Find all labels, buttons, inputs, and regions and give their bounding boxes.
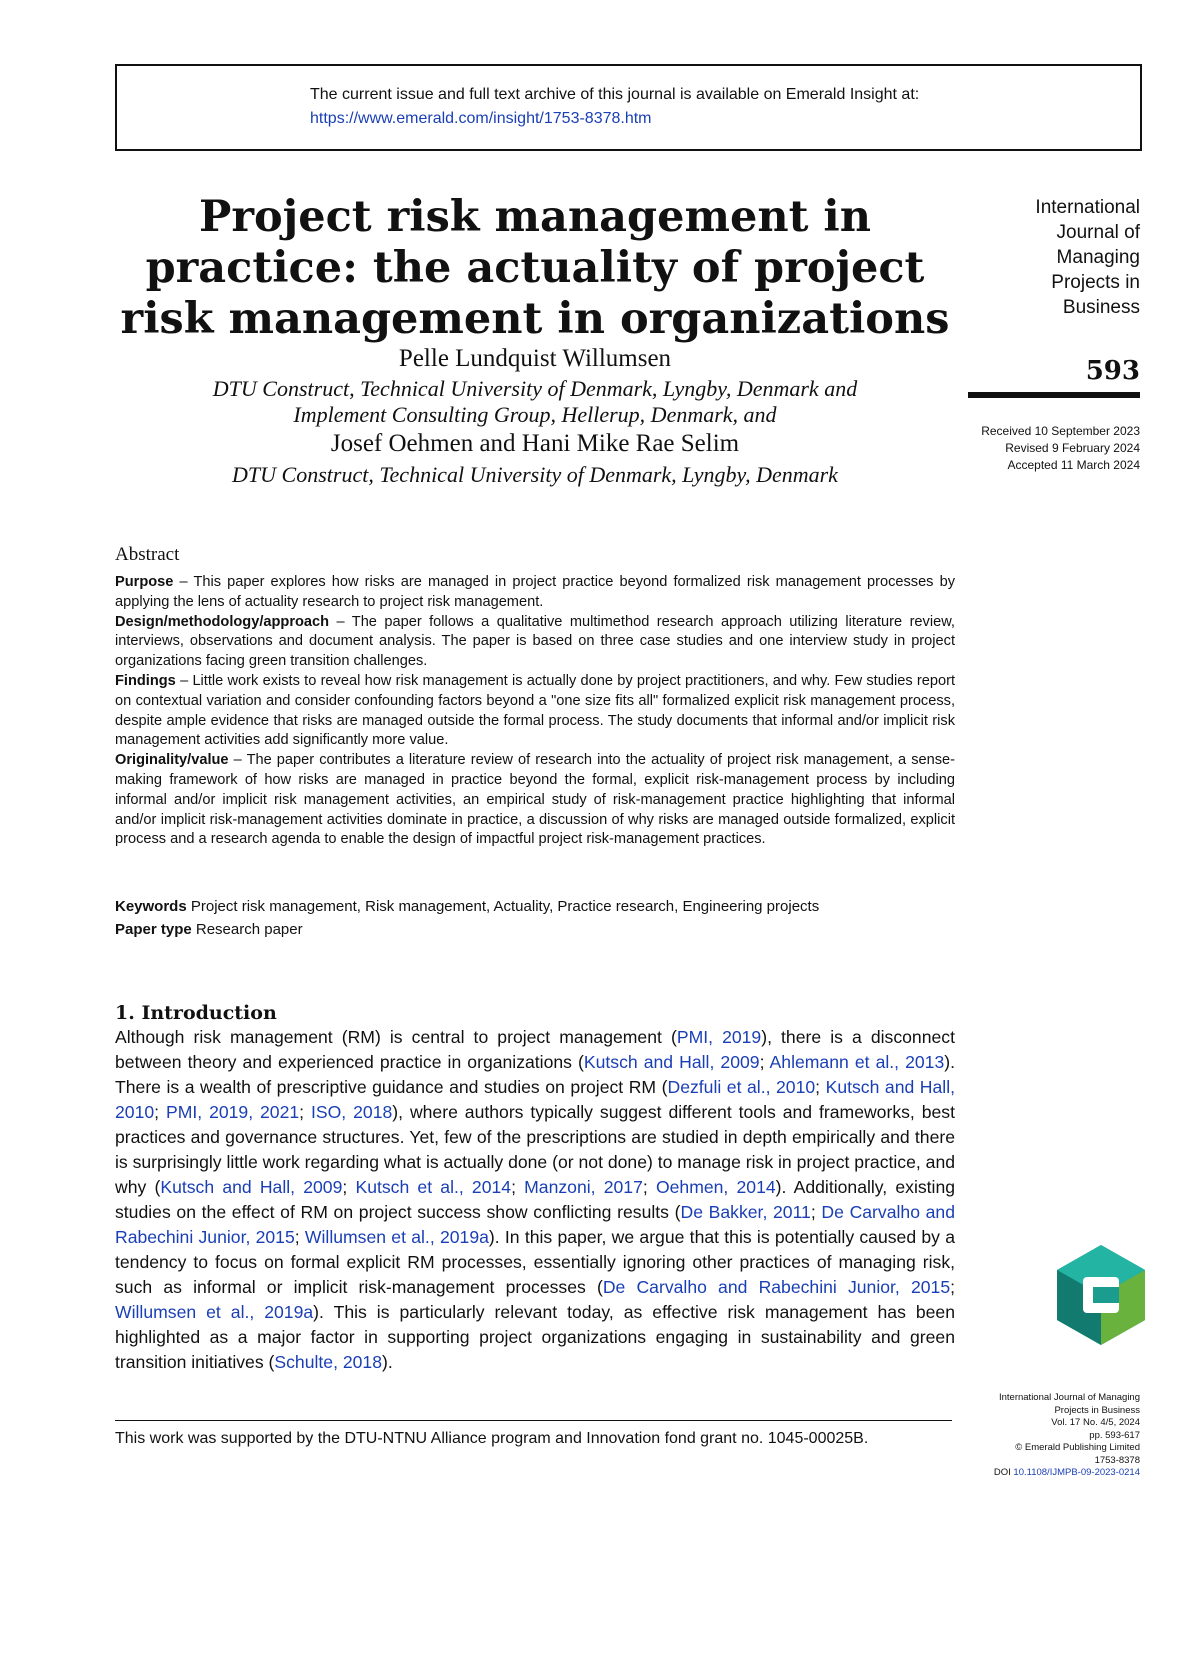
purpose-label: Purpose [115,574,174,590]
affiliation-1-line-1: DTU Construct, Technical University of Denmark, Lyngby, Denmark and [212,376,858,401]
accepted-date: Accepted 11 March 2024 [1007,458,1140,472]
journal-name [990,195,1140,320]
intro-text: ; [342,1177,356,1197]
citation-link[interactable]: Kutsch and Hall, 2010 [115,1077,956,1122]
pub-pages: pp. 593-617 [1089,1429,1140,1441]
abstract-findings [115,672,955,751]
side-rule-divider [968,392,1140,398]
citation-link[interactable]: De Bakker, 2011 [680,1202,811,1222]
design-label: Design/methodology/approach [115,613,330,630]
design-text: – The paper follows a qualitative multimethod research approach utilizing literature review, interviews, observations and document analysis. The paper is based on three case studies and one interview study in project organizations facing green transition challenges. [115,613,955,670]
page-number: 593 [1085,356,1140,386]
affiliation-1-line-2: Implement Consulting Group, Hellerup, Denmark, and [293,402,777,427]
introduction-heading: 1. Introduction [115,1002,277,1024]
paper-type-label: Paper type [115,921,192,938]
intro-text: ). There is a wealth of prescriptive guidance and studies on project RM ( [115,1052,955,1097]
journal-name-line: Business [1062,297,1140,318]
footnote-divider [115,1420,952,1421]
keywords-text: Project risk management, Risk management, Actuality, Practice research, Engineering projects [186,898,820,915]
citation-link[interactable]: De Carvalho and Rabechini Junior, 2015 [115,1202,956,1247]
author-1: Pelle Lundquist Willumsen [398,345,672,372]
citation-link[interactable]: Kutsch and Hall, 2009 [583,1052,760,1072]
citation-link[interactable]: Willumsen et al., 2019a [304,1227,489,1247]
originality-text: – The paper contributes a literature review of research into the actuality of project risk management, a sense-making framework of how risks are managed in practice beyond the formal, explicit risk-management process by including informal and/or implicit risk management activities, an empirical study of risk-management practice highlighting that informal and/or implicit risk-management activities dominate in practice, a discussion of why risks are managed outside formalized, explicit process and a research agenda to enable the design of impactful project risk-management practices. [115,752,955,848]
abstract-purpose [115,573,955,613]
doi-link[interactable]: 10.1108/IJMPB-09-2023-0214 [1013,1467,1140,1478]
intro-text: ). [382,1352,393,1372]
paper-title: Project risk management in practice: the actuality of project risk management in organizations [120,192,950,344]
paper-type-text: Research paper [191,921,303,938]
citation-link[interactable]: Kutsch et al., 2014 [355,1177,512,1197]
intro-text: ; [642,1177,656,1197]
intro-text: ; [511,1177,525,1197]
citation-link[interactable]: Dezfuli et al., 2010 [667,1077,816,1097]
pub-publisher: © Emerald Publishing Limited [1015,1442,1140,1453]
journal-name-line: Managing [1056,247,1140,268]
abstract-body [115,573,955,850]
intro-text: ; [294,1227,305,1247]
citation-link[interactable]: Schulte, 2018 [274,1352,382,1372]
journal-name-line: Journal of [1056,222,1140,243]
affiliation-2: DTU Construct, Technical University of Denmark, Lyngby, Denmark [232,462,838,487]
citation-link[interactable]: Manzoni, 2017 [524,1177,643,1197]
citation-link[interactable]: Oehmen, 2014 [655,1177,776,1197]
paper-type [115,918,955,941]
pub-issn: 1753-8378 [1094,1454,1140,1466]
journal-url-link[interactable]: https://www.emerald.com/insight/1753-8378.htm [310,110,652,127]
citation-link[interactable]: PMI, 2019 [676,1027,762,1047]
emerald-logo-icon [1057,1245,1145,1345]
findings-label: Findings [115,672,176,689]
doi-label: DOI [993,1467,1014,1478]
introduction-body [115,1025,955,1375]
findings-text: – Little work exists to reveal how risk management is actually done by project practitioners, and why. Few studies report on contextual variation and consider confounding factors beyond a "one size fits all" formalized explicit risk management process, despite ample evidence that risks are managed outside the formal process. The study documents that informal and/or implicit risk management activities add significantly more value. [115,672,955,749]
pub-doi [950,1467,1140,1480]
keywords [115,895,955,918]
submission-dates [950,423,1140,474]
received-date: Received 10 September 2023 [981,424,1140,438]
pub-volume: Vol. 17 No. 4/5, 2024 [1051,1417,1140,1428]
citation-link[interactable]: De Carvalho and Rabechini Junior, 2015 [602,1277,951,1297]
introduction-paragraph [115,1025,955,1375]
citation-link[interactable]: PMI, 2019, 2021 [165,1102,300,1122]
intro-text: ), there is a disconnect between theory and experienced practice in organizations ( [115,1027,955,1072]
citation-link[interactable]: Ahlemann et al., 2013 [769,1052,945,1072]
intro-text: ; [759,1052,770,1072]
journal-availability-box [115,64,1142,151]
publication-info [950,1392,1140,1480]
journal-name-line: International [1035,197,1140,218]
intro-text: ; [815,1077,826,1097]
journal-name-line: Projects in [1051,272,1140,293]
pub-journal: International Journal of Managing [998,1392,1140,1403]
citation-link[interactable]: Kutsch and Hall, 2009 [160,1177,343,1197]
intro-text: ). This is particularly relevant today, as effective risk management has been highlighted as a major factor in supporting project organizations engaging in sustainability and green transition initiatives ( [115,1302,956,1372]
citation-link[interactable]: Willumsen et al., 2019a [115,1302,314,1322]
author-2: Josef Oehmen and Hani Mike Rae Selim [330,430,740,457]
intro-text: ; [810,1202,822,1222]
intro-text: ; [950,1277,955,1297]
abstract-design [115,613,955,672]
funding-footnote: This work was supported by the DTU-NTNU Alliance program and Innovation fond grant no. 1045-00025B. [115,1430,869,1447]
intro-text: ; [299,1102,311,1122]
citation-link[interactable]: ISO, 2018 [311,1102,393,1122]
intro-text: ). Additionally, existing studies on the effect of RM on project success show conflicting results ( [115,1177,956,1222]
intro-text: ), where authors typically suggest different tools and frameworks, best practices and governance structures. Yet, few of the prescriptions are studied in depth empirically and there is surprisingly little work regarding what is actually done (or not done) to manage risk in project practice, and why ( [115,1102,956,1197]
intro-text: Although risk management (RM) is central to project management ( [115,1027,677,1047]
abstract-heading: Abstract [115,544,180,565]
revised-date: Revised 9 February 2024 [1005,441,1140,455]
pub-journal-2: Projects in Business [1054,1404,1140,1416]
availability-text: The current issue and full text archive of this journal is available on Emerald Insight at: [310,86,920,103]
originality-label: Originality/value [115,752,229,769]
intro-text: ; [154,1102,166,1122]
keywords-block [115,895,955,941]
intro-text: ). In this paper, we argue that this is potentially caused by a tendency to focus on formal explicit RM processes, essentially ignoring other practices of managing risk, such as informal or implicit risk-management processes ( [115,1227,955,1297]
abstract-originality [115,751,955,850]
keywords-label: Keywords [115,898,187,915]
purpose-text: – This paper explores how risks are managed in project practice beyond formalized risk management processes by applying the lens of actuality research to project risk management. [115,574,955,610]
